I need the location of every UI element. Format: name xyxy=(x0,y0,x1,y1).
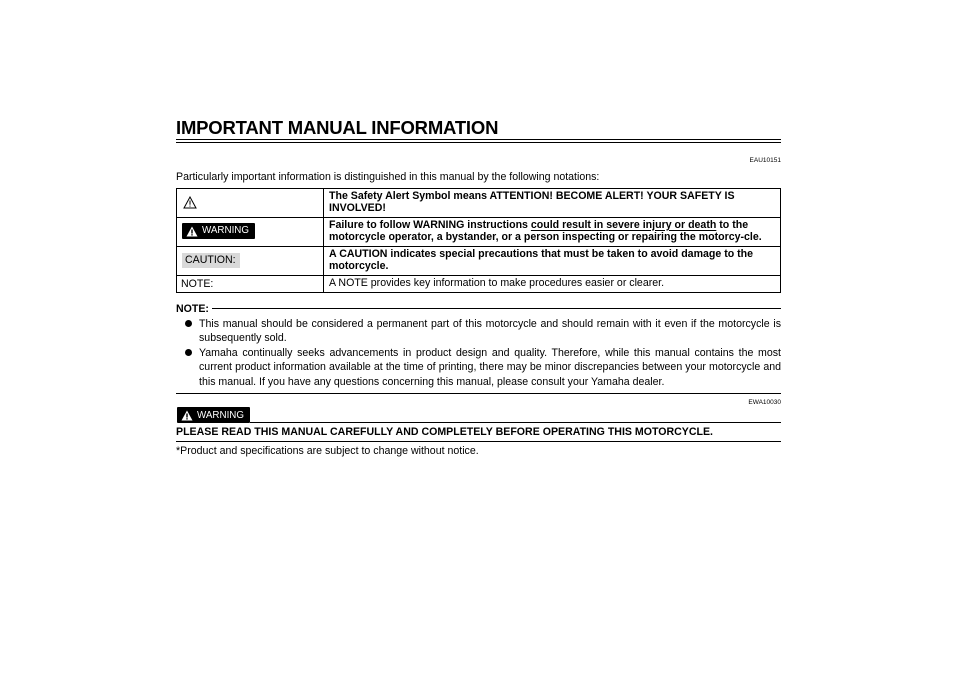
caution-desc: A CAUTION indicates special precautions that must be taken to avoid damage to the motorcycle. xyxy=(324,246,781,275)
safety-symbol-desc: The Safety Alert Symbol means ATTENTION! BECOME ALERT! YOUR SAFETY IS INVOLVED! xyxy=(324,188,781,217)
notation-row-warning xyxy=(177,217,781,246)
note-heading-rule xyxy=(212,308,781,309)
footnote: *Product and specifications are subject to change without notice. xyxy=(176,445,479,458)
notations-table xyxy=(176,188,781,294)
warning-heading-rule xyxy=(250,422,781,423)
list-item: Yamaha continually seeks advancements in product design and quality. Therefore, while this manual contains the most current product information available at the time of printing, there may be minor discrepancies between your motorcycle and this manual. If you have any questions concerning this manual, please consult your Yamaha dealer. xyxy=(185,346,781,389)
note-section-heading: NOTE: xyxy=(176,303,781,315)
notation-row-caution xyxy=(177,246,781,275)
warning-badge-label: WARNING xyxy=(202,224,249,236)
manual-page xyxy=(176,118,781,458)
warning-text: PLEASE READ THIS MANUAL CAREFULLY AND COMPLETELY BEFORE OPERATING THIS MOTORCYCLE. xyxy=(176,426,713,439)
note-list xyxy=(176,317,781,389)
warning-desc: Failure to follow WARNING instructions could result in severe injury or death to the motorcycle operator, a bystander, or a person inspecting or repairing the motorcy-cle. xyxy=(324,217,781,246)
page-title: IMPORTANT MANUAL INFORMATION xyxy=(176,117,499,138)
warning-triangle-icon xyxy=(181,410,193,421)
section-divider xyxy=(176,393,781,394)
notation-row-safety xyxy=(177,188,781,217)
warning-bottom-rule xyxy=(176,441,781,442)
safety-alert-icon xyxy=(183,196,197,209)
note-label: NOTE: xyxy=(181,277,214,290)
warning-heading xyxy=(176,407,781,423)
caution-badge: CAUTION: xyxy=(182,253,240,268)
note-desc: A NOTE provides key information to make procedures easier or clearer. xyxy=(324,275,781,293)
warning-code: EWA10030 xyxy=(748,399,781,407)
warning-triangle-icon xyxy=(186,226,198,237)
bullet-icon xyxy=(185,320,192,327)
list-item: This manual should be considered a permanent part of this motorcycle and should remain with it even if the motorcycle is subsequently sold. xyxy=(185,317,781,346)
warning-badge xyxy=(182,223,255,239)
notation-row-note xyxy=(177,275,781,293)
title-rule xyxy=(176,139,781,143)
warning-desc-emphasis: could result in severe injury or death xyxy=(530,218,717,231)
doc-code: EAU10151 xyxy=(749,156,781,164)
warning-section-badge: WARNING xyxy=(177,407,250,423)
bullet-icon xyxy=(185,349,192,356)
intro-text: Particularly important information is distinguished in this manual by the following notations: xyxy=(176,170,600,183)
